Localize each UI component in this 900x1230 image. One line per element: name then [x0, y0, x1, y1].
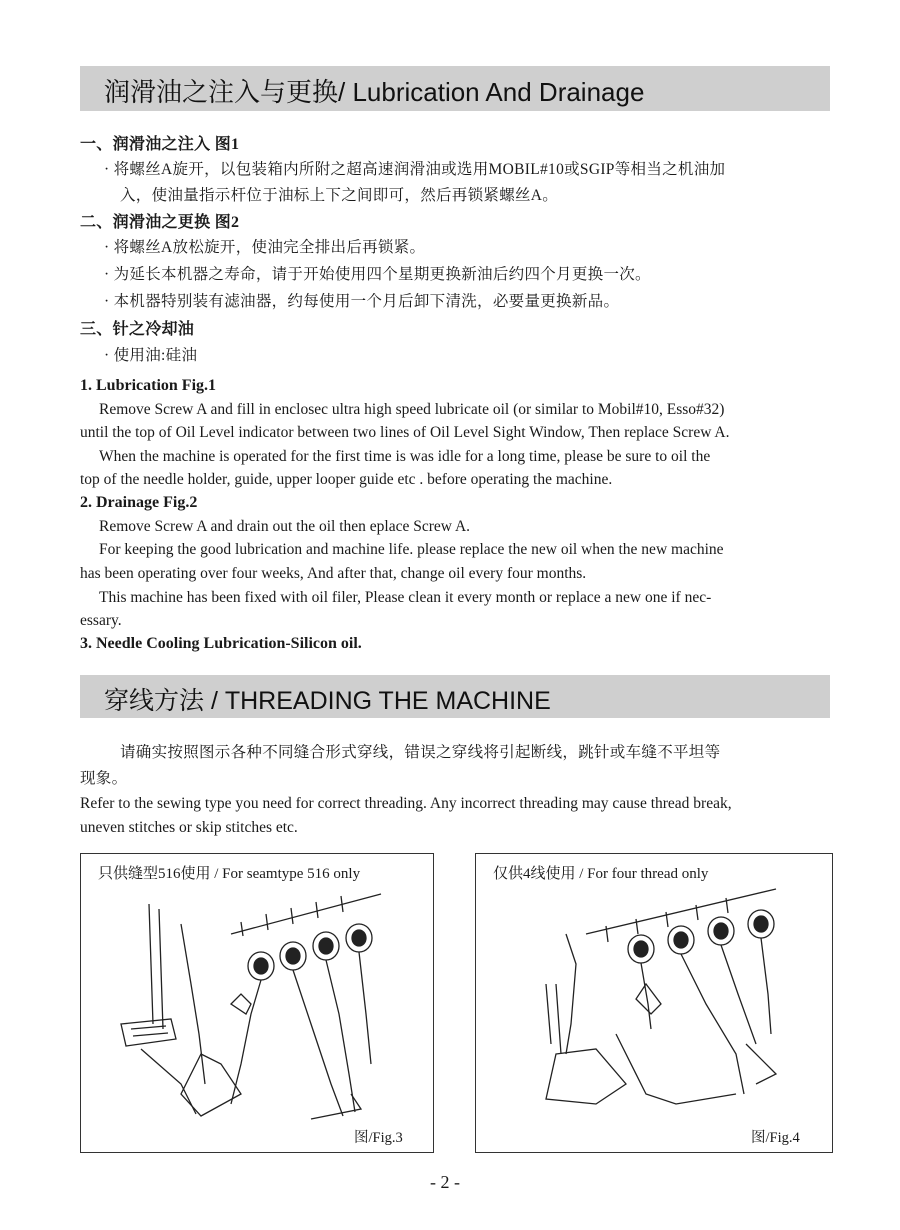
figure-caption: 只供缝型516使用 / For seamtype 516 only: [98, 866, 361, 882]
zh-heading-oil-injection: 一、润滑油之注入 图1: [80, 136, 240, 153]
zh-heading-oil-change: 二、润滑油之更换 图2: [80, 214, 240, 231]
figure-label: 图/Fig.4: [751, 1130, 800, 1146]
section-banner-lubrication: [80, 66, 830, 111]
section-banner-threading: [80, 675, 830, 718]
zh-paragraph: · 将螺丝A旋开，以包装箱内所附之超高速润滑油或选用MOBIL#10或SGIP等相当之机油加: [104, 161, 726, 178]
en-paragraph-line: essary.: [80, 612, 122, 629]
zh-intro: 现象。: [80, 770, 128, 787]
threading-diagram-fig4: [476, 854, 832, 1152]
en-heading-needle-cooling: 3. Needle Cooling Lubrication-Silicon oil.: [80, 635, 362, 652]
threading-diagram-fig3: [81, 854, 433, 1152]
section-title-lubrication: 润滑油之注入与更换/ Lubrication And Drainage: [104, 77, 645, 107]
zh-heading-needle-cooling: 三、针之冷却油: [80, 321, 195, 338]
page-number: - 2 -: [430, 1172, 460, 1192]
zh-paragraph: 入，使油量指示杆位于油标上下之间即可，然后再锁紧螺丝A。: [120, 187, 559, 204]
figure-3-box: [80, 853, 434, 1153]
zh-paragraph: · 本机器特别装有滤油器，约每使用一个月后卸下清洗，必要量更换新品。: [104, 293, 620, 310]
en-paragraph-line: This machine has been fixed with oil filer, Please clean it every month or replace a new one if nec-: [99, 589, 712, 606]
figure-caption: 仅供4线使用 / For four thread only: [493, 866, 709, 882]
figure-4-box: [475, 853, 833, 1153]
zh-intro: 请确实按照图示各种不同缝合形式穿线，错误之穿线将引起断线，跳针或车缝不平坦等: [120, 744, 721, 761]
en-paragraph-line: For keeping the good lubrication and machine life. please replace the new oil when the new machine: [99, 541, 724, 558]
en-paragraph-line: When the machine is operated for the first time is was idle for a long time, please be sure to oil the: [99, 448, 711, 465]
en-paragraph-line: until the top of Oil Level indicator between two lines of Oil Level Sight Window, Then replace Screw A.: [80, 424, 730, 441]
tension-dial-icon: [628, 910, 774, 963]
en-intro-line: Refer to the sewing type you need for correct threading. Any incorrect threading may cause thread break,: [80, 795, 732, 812]
zh-paragraph: · 使用油:硅油: [104, 347, 198, 364]
tension-dial-icon: [248, 924, 372, 980]
en-heading-lubrication: 1. Lubrication Fig.1: [80, 377, 217, 394]
en-paragraph-line: Remove Screw A and fill in enclosec ultra high speed lubricate oil (or similar to Mobil#10, Esso#32): [99, 401, 725, 418]
zh-paragraph: · 将螺丝A放松旋开，使油完全排出后再锁紧。: [104, 239, 426, 256]
en-heading-drainage: 2. Drainage Fig.2: [80, 494, 198, 511]
en-paragraph-line: has been operating over four weeks, And after that, change oil every four months.: [80, 565, 587, 582]
figure-label: 图/Fig.3: [354, 1130, 403, 1146]
en-intro-line: uneven stitches or skip stitches etc.: [80, 819, 298, 836]
en-paragraph-line: Remove Screw A and drain out the oil then eplace Screw A.: [99, 518, 471, 535]
en-paragraph-line: top of the needle holder, guide, upper looper guide etc . before operating the machine.: [80, 471, 613, 488]
zh-paragraph: · 为延长本机器之寿命，请于开始使用四个星期更换新油后约四个月更换一次。: [104, 266, 651, 283]
section-title-threading: 穿线方法 / THREADING THE MACHINE: [104, 687, 551, 715]
